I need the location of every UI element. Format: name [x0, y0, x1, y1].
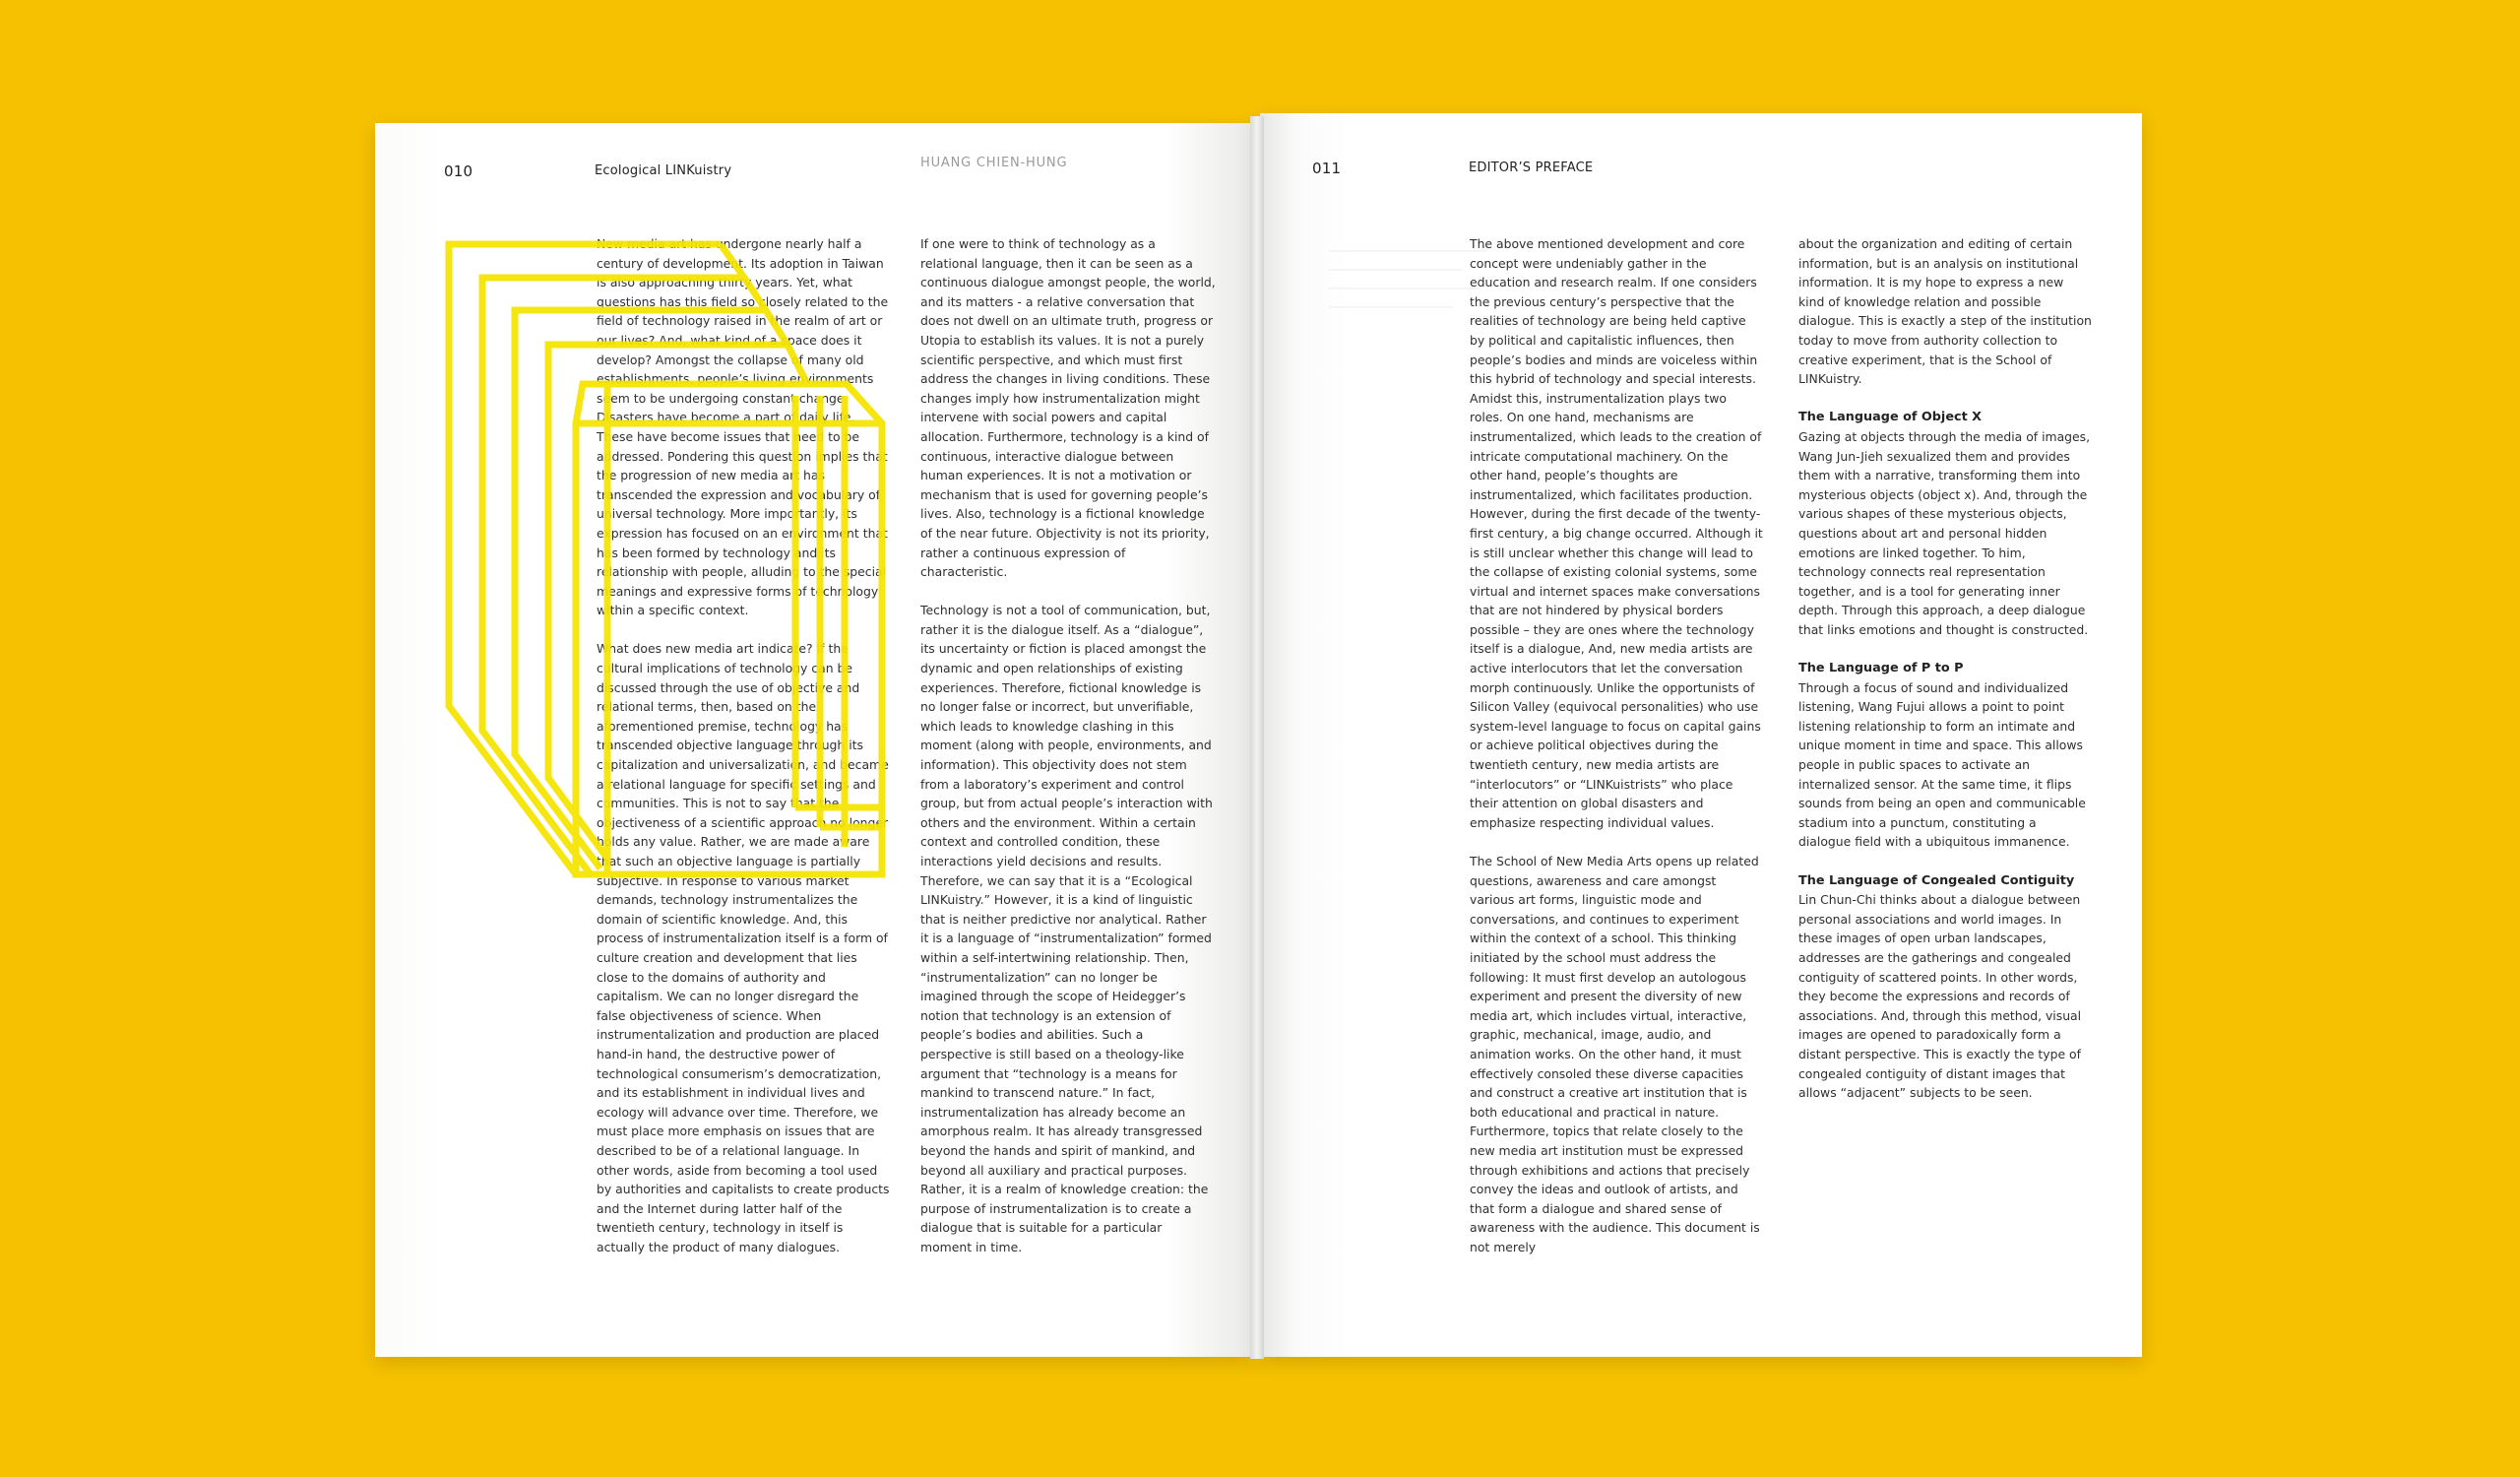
paragraph: Through a focus of sound and individualized listening, Wang Fujui allows a point to point listening relationship to form an intimate and unique moment in time and space. This allows people in public spaces to activate an internalized sensor. At the same time, it flips sounds from being an open and communicable stadium into a punctum, constituting a dialogue field with a ubiquitous immanence. [1798, 679, 2086, 850]
paragraph: Technology is not a tool of communication, but, rather it is the dialogue itself. As a “dialogue”, its uncertainty or fiction is placed amongst the dynamic and open relationships of existing experiences. Therefore, fictional knowledge is no longer false or incorrect, but unverifiable, which leads to knowledge clashing in this moment (along with people, environments, and information). This objectivity does not stem from a laboratory’s experiment and control group, but from actual people’s interaction with others and the environment. Within a certain context and controlled condition, these interactions yield decisions and results. Therefore, we can say that it is a “Ecological LINKuistry.” However, it is a kind of linguistic that is neither predictive nor analytical. Rather it is a language of “instrumentalization” formed within a self-intertwining relationship. Then, “instrumentalization” can no longer be imagined through the scope of Heidegger’s notion that technology is an extension of people’s bodies and abilities. Such a perspective is still based on a theology-like argument that “technology is a means for mankind to transcend nature.” In fact, instrumentalization has already become an amorphous realm. It has already transgressed beyond the hands and spirit of mankind, and beyond all auxiliary and practical purposes. Rather, it is a realm of knowledge creation: the purpose of instrumentalization is to create a dialogue that is suitable for a particular moment in time. [920, 603, 1213, 1254]
paragraph: The above mentioned development and core concept were undeniably gather in the education and research realm. If one considers the previous century’s perspective that the realities of technology are being held captive by political and capitalistic influences, then people’s bodies and minds are voiceless within this hybrid of technology and special interests. Amidst this, instrumentalization plays two roles. On one hand, mechanisms are instrumentalized, which leads to the creation of intricate computational machinery. On the other hand, people’s thoughts are instrumentalized, which facilitates production. However, during the first decade of the twenty-first century, a big change occurred. Although it is still unclear whether this change will lead to the collapse of existing colonial systems, some virtual and internet spaces make conversations that are not hindered by physical borders possible – they are ones where the technology itself is a dialogue, And, new media artists are active interlocutors that let the conversation morph continuously. Unlike the opportunists of Silicon Valley (equivocal personalities) who use system-level language to focus on capital gains or achieve political objectives during the twentieth century, new media artists are “interlocutors” or “LINKuistrists” who place their attention on global disasters and emphasize respecting individual values. [1470, 236, 1763, 830]
section-heading: The Language of Object X [1798, 410, 1983, 425]
section-heading: The Language of Congealed Contiguity [1798, 872, 2075, 888]
right-page-number: 011 [1312, 160, 1342, 177]
book-gutter [1250, 116, 1264, 1359]
paragraph: New media art has undergone nearly half a century of development. Its adoption in Taiwan is also approaching thirty years. Yet, what questions has this field so closely related to the field of technology raised in the realm of art or our lives? And, what kind of a space does it develop? Amongst the collapse of many old establishments, people’s living environments seem to be undergoing constant change. Disasters have become a part of daily life. These have become issues that need to be addressed. Pondering this question implies that the progression of new media art has transcended the expression and vocabulary of universal technology. More importantly, its expression has focused on an environment that has been formed by technology and its relationship with people, alluding to the special meanings and expressive forms of technology within a specific context. [597, 236, 889, 618]
right-column-1 [1470, 234, 1763, 1276]
left-column-1 [597, 234, 890, 1276]
paragraph: If one were to think of technology as a relational language, then it can be seen as a continuous dialogue amongst people, the world, and its matters - a relative conversation that does not dwell on an ultimate truth, progress or Utopia to establish its values. It is not a purely scientific perspective, and which must first address the changes in living conditions. These changes imply how instrumentalization might intervene with social powers and capital allocation. Furthermore, technology is a kind of continuous, interactive dialogue between human experiences. It is not a motivation or mechanism that is used for governing people’s lives. Also, technology is a fictional knowledge of the near future. Objectivity is not its priority, rather a continuous expression of characteristic. [920, 236, 1216, 580]
right-column-2 [1798, 234, 2092, 1122]
section-heading: The Language of P to P [1798, 661, 1964, 676]
paragraph: What does new media art indicate? If the cultural implications of technology can be discussed through the use of objective and relational terms, then, based on the aforementioned premise, technology has transcended objective language through its capitalization and universalization, and became a relational language for specific settings and communities. This is not to say that the objectiveness of a scientific approach no longer holds any value. Rather, we are made aware that such an objective language is partially subjective. In response to various market demands, technology instrumentalizes the domain of scientific knowledge. And, this process of instrumentalization itself is a form of culture creation and development that lies close to the domains of authority and capitalism. We can no longer disregard the false objectiveness of science. When instrumentalization and production are placed hand-in hand, the destructive power of technological consumerism’s democratization, and its establishment in individual lives and ecology will advance over time. Therefore, we must place more emphasis on issues that are described to be of a relational language. In other words, aside from becoming a tool used by authorities and capitalists to create products and the Internet during latter half of the twentieth century, technology in itself is actually the product of many dialogues. [597, 641, 890, 1254]
left-running-title: Ecological LINKuistry [595, 163, 732, 178]
paragraph: Lin Chun-Chi thinks about a dialogue between personal associations and world images. In these images of open urban landscapes, addresses are the gatherings and congealed contiguity of scattered points. In other words, they become the expressions and records of associations. And, through this method, visual images are opened to paradoxically form a distant perspective. This is exactly the type of congealed contiguity of distant images that allows “adjacent” subjects to be seen. [1798, 892, 2082, 1101]
author-name: HUANG CHIEN-HUNG [920, 156, 1068, 170]
paragraph: The School of New Media Arts opens up related questions, awareness and care amongst various art forms, linguistic mode and conversations, and continues to experiment within the context of a school. This thinking initiated by the school must address the following: It must first develop an autologous experiment and present the diversity of new media art, which includes virtual, interactive, graphic, mechanical, image, audio, and animation works. On the other hand, it must effectively consoled these diverse capacities and construct a creative art institution that is both educational and practical in nature. Furthermore, topics that relate closely to the new media art institution must be expressed through exhibitions and actions that precisely convey the ideas and outlook of artists, and that form a dialogue and shared sense of awareness with the audience. This document is not merely [1470, 854, 1760, 1254]
left-column-2 [920, 234, 1216, 1276]
paragraph: Gazing at objects through the media of images, Wang Jun-Jieh sexualized them and provides them with a narrative, transforming them into mysterious objects (object x). And, through the various shapes of these mysterious objects, questions about art and personal hidden emotions are linked together. To him, technology connects real representation together, and is a tool for generating inner depth. Through this approach, a deep dialogue that links emotions and thought is constructed. [1798, 428, 2091, 637]
right-running-title: EDITOR’S PREFACE [1469, 161, 1594, 175]
paragraph: about the organization and editing of certain information, but is an analysis on institutional information. It is my hope to express a new kind of knowledge relation and possible dialogue. This is exactly a step of the institution today to move from authority collection to creative experiment, that is the School of LINKuistry. [1798, 236, 2092, 387]
left-page-number: 010 [444, 162, 473, 180]
